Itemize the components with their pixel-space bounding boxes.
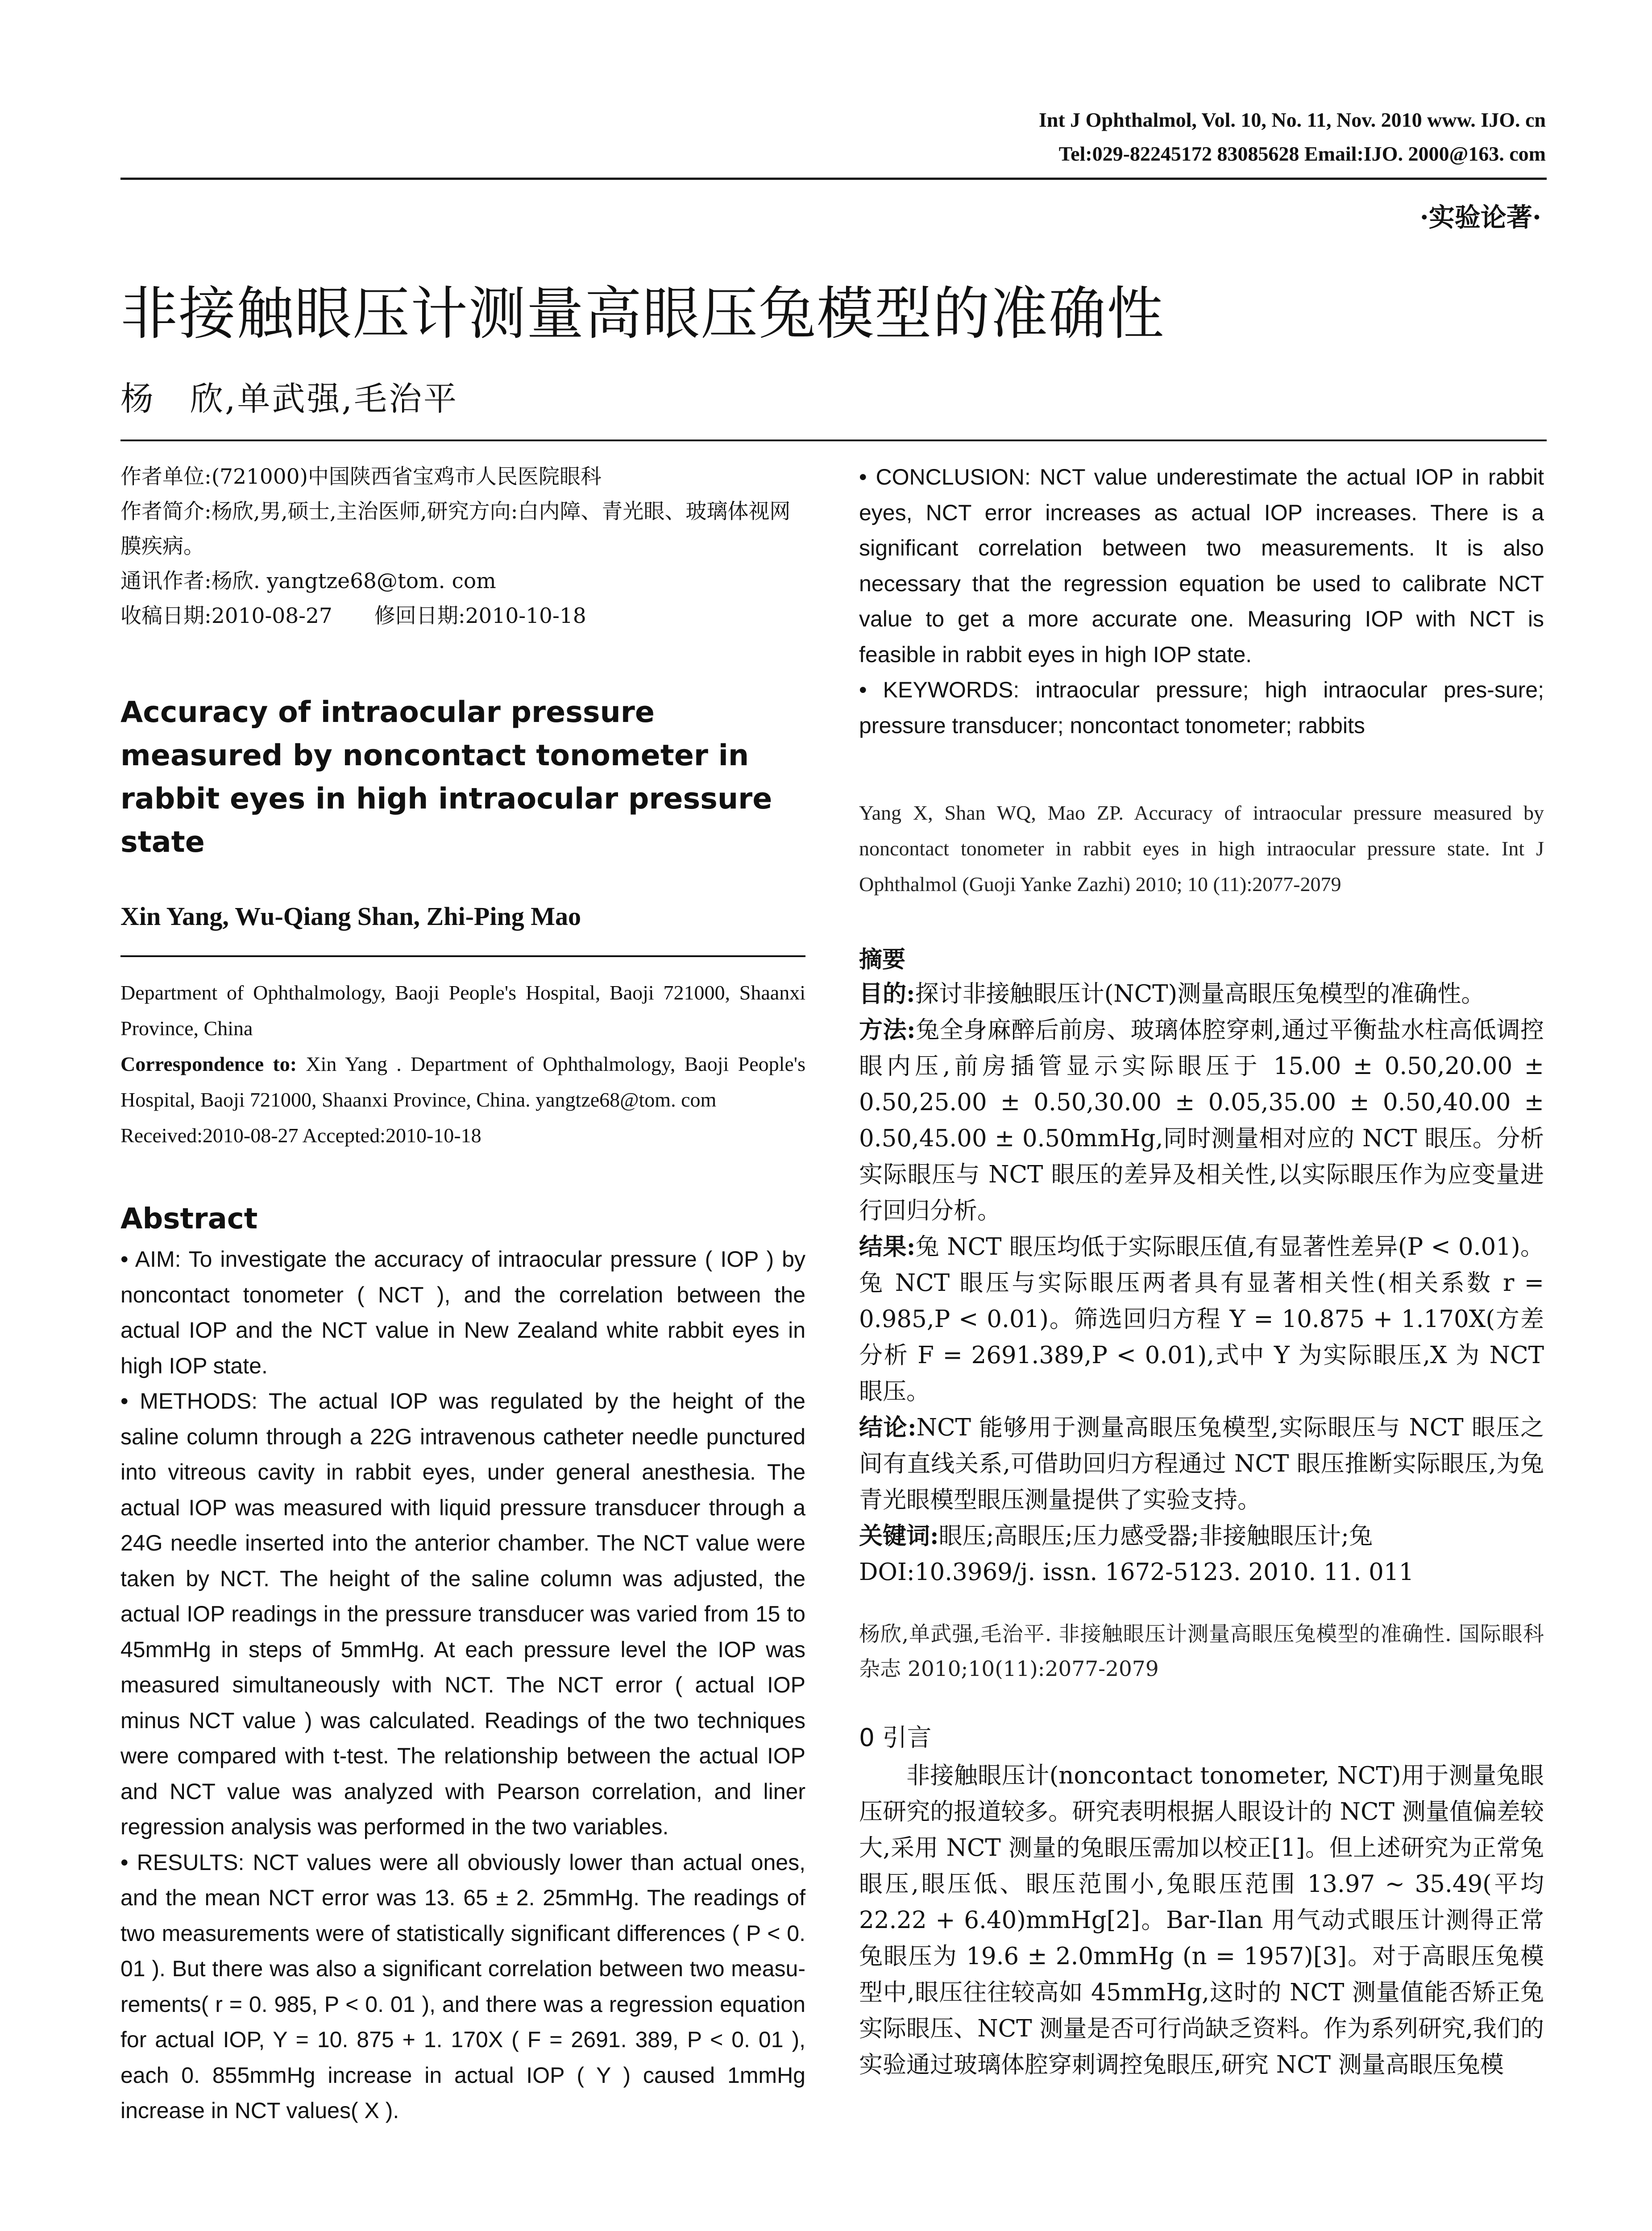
results-text: NCT values were all obviously lower than actual ones, and the mean NCT error was 13. 65 ± 2. 25mmHg. The readings of two measurements were of statistically significant differences ( P < 0. 01 ). But there was also a significant correlation between two measu-rements( r = 0. 985, P < 0. 01 ), and there was a regression equation for actual IOP, Y = 10. 875 + 1. 170X ( F = 2691. 389, P < 0. 01 ), each 0. 855mmHg increase in actual IOP ( Y ) caused 1mmHg increase in NCT values( X ). <box>120 1849 805 2123</box>
results-cn-text: 兔 NCT 眼压均低于实际眼压值,有显著性差异(P < 0.01)。兔 NCT 眼压与实际眼压两者具有显著相关性(相关系数 r = 0.985,P < 0.01)。筛选回归方程 Y = 10.875 + 1.170X(方差分析 F = 2691.389,P < 0.01),式中 Y 为实际眼压,X 为 NCT 眼压。 <box>859 1233 1544 1405</box>
abstract-conclusion <box>859 460 1544 672</box>
abstract-cn-keywords <box>859 1518 1544 1554</box>
aim-cn-label: 目的: <box>859 980 915 1008</box>
authors-divider <box>120 955 805 957</box>
conclusion-label: • CONCLUSION: <box>859 464 1031 489</box>
title-cn: 非接触眼压计测量高眼压兔模型的准确性 <box>120 281 1165 347</box>
abstract-cn-aim <box>859 976 1544 1012</box>
title-rule <box>120 440 1547 441</box>
corresponding-author: 通讯作者:杨欣. yangtze68@tom. com <box>120 569 496 593</box>
methods-label: • METHODS: <box>120 1389 258 1414</box>
keywords-text: intraocular pressure; high intraocular pres-sure; pressure transducer; noncontact tonometer; rabbits <box>859 677 1544 738</box>
abstract-cn-conclusion <box>859 1410 1544 1518</box>
authors-cn: 杨 欣,单武强,毛治平 <box>120 380 459 418</box>
keywords-cn-label: 关键词: <box>859 1522 939 1550</box>
author-bio: 作者简介:杨欣,男,硕士,主治医师,研究方向:白内障、青光眼、玻璃体视网膜疾病。 <box>120 499 791 559</box>
citation-cn: 杨欣,单武强,毛治平. 非接触眼压计测量高眼压兔模型的准确性. 国际眼科杂志 2010;10(11):2077-2079 <box>859 1622 1544 1681</box>
abstract-heading: Abstract <box>120 1203 258 1236</box>
affiliation-en <box>120 975 805 1153</box>
methods-cn-label: 方法: <box>859 1016 916 1044</box>
abstract-body-continued <box>859 460 1544 743</box>
intro-paragraph: 非接触眼压计(noncontact tonometer, NCT)用于测量兔眼压研究的报道较多。研究表明根据人眼设计的 NCT 测量值偏差较大,采用 NCT 测量的兔眼压需加以校正[1]。但上述研究为正常兔眼压,眼压低、眼压范围小,兔眼压范围 13.97 ~ 35.49(平均 22.22 + 6.40)mmHg[2]。Bar-Ilan 用气动式眼压计测得正常兔眼压为 19.6 ± 2.0mmHg (n = 1957)[3]。对于高眼压兔模型中,眼压往往较高如 45mmHg,这时的 NCT 测量值能否矫正兔实际眼压、NCT 测量是否可行尚缺乏资料。作为系列研究,我们的实验通过玻璃体腔穿刺调控兔眼压,研究 NCT 测量高眼压兔模 <box>859 1762 1544 2078</box>
introduction <box>859 1758 1544 2083</box>
abstract-cn-results <box>859 1229 1544 1410</box>
abstract-body <box>120 1242 805 2129</box>
received-dates-en: Received:2010-08-27 Accepted:2010-10-18 <box>120 1124 481 1147</box>
abstract-cn-methods <box>859 1012 1544 1229</box>
abstract-cn <box>859 976 1544 1590</box>
keywords-label: • KEYWORDS: <box>859 677 1020 702</box>
correspondence <box>120 1046 805 1118</box>
conclusion-text: NCT value underestimate the actual IOP in rabbit eyes, NCT error increases as actual IOP increases. There is a significant correlation between two measurements. It is also necessary that the regression equation be used to calibrate NCT value to get a more accurate one. Measuring IOP with NCT is feasible in rabbit eyes in high IOP state. <box>859 464 1544 667</box>
results-label: • RESULTS: <box>120 1849 245 1875</box>
conclusion-cn-label: 结论: <box>859 1414 917 1441</box>
received-dates-cn: 收稿日期:2010-08-27 修回日期:2010-10-18 <box>120 604 586 628</box>
correspondence-text: Xin Yang . Department of Ophthalmology, Baoji People's Hospital, Baoji 721000, Shaanxi Province, China. yangtze68@tom. com <box>120 1053 805 1111</box>
department: Department of Ophthalmology, Baoji People's Hospital, Baoji 721000, Shaanxi Province, China <box>120 981 805 1040</box>
author-unit: 作者单位:(721000)中国陕西省宝鸡市人民医院眼科 <box>120 464 602 489</box>
abstract-keywords <box>859 672 1544 743</box>
journal-header-line1: Int J Ophthalmol, Vol. 10, No. 11, Nov. 2010 www. IJO. cn <box>1038 108 1546 131</box>
methods-text: The actual IOP was regulated by the height of the saline column through a 22G intravenous catheter needle punctured into vitreous cavity in rabbit eyes, under general anesthesia. The actual IOP was measured with liquid pressure transducer through a 24G needle inserted into the anterior chamber. The NCT value were taken by NCT. The height of the saline column was adjusted, the actual IOP readings in the pressure transducer was varied from 15 to 45mmHg in steps of 5mmHg. At each pressure level the IOP was measured simultaneously with NCT. The NCT error ( actual IOP minus NCT value ) was calculated. Readings of the two techniques were compared with t-test. The relationship between the actual IOP and NCT value was analyzed with Pearson correlation, and liner regression analysis was performed in the two variables. <box>120 1389 805 1839</box>
intro-heading: 0 引言 <box>859 1723 932 1752</box>
aim-label: • AIM: <box>120 1247 181 1272</box>
keywords-cn-text: 眼压;高眼压;压力感受器;非接触眼压计;兔 <box>938 1522 1373 1550</box>
abstract-results <box>120 1845 805 2129</box>
authors-en: Xin Yang, Wu-Qiang Shan, Zhi-Ping Mao <box>120 902 581 931</box>
journal-header-line2: Tel:029-82245172 83085628 Email:IJO. 2000@163. com <box>1058 142 1546 165</box>
results-cn-label: 结果: <box>859 1233 916 1261</box>
citation-en: Yang X, Shan WQ, Mao ZP. Accuracy of intraocular pressure measured by noncontact tonometer in rabbit eyes in high intraocular pressure state. Int J Ophthalmol (Guoji Yanke Zazhi) 2010; 10 (11):2077-2079 <box>859 801 1544 896</box>
correspondence-label: Correspondence to: <box>120 1053 297 1075</box>
abstract-methods <box>120 1384 805 1845</box>
doi: DOI:10.3969/j. issn. 1672-5123. 2010. 11. 011 <box>859 1559 1414 1586</box>
aim-cn-text: 探讨非接触眼压计(NCT)测量高眼压兔模型的准确性。 <box>915 980 1485 1008</box>
aim-text: To investigate the accuracy of intraocular pressure ( IOP ) by noncontact tonometer ( NCT ), and the correlation between the actual IOP and the NCT value in New Zealand white rabbit eyes in high IOP state. <box>120 1247 805 1378</box>
right-column <box>859 460 1544 2083</box>
author-info-cn <box>120 460 805 634</box>
abstract-cn-heading: 摘要 <box>859 946 906 973</box>
left-column <box>120 460 805 2129</box>
abstract-aim <box>120 1242 805 1384</box>
header-rule <box>120 178 1547 180</box>
conclusion-cn-text: NCT 能够用于测量高眼压兔模型,实际眼压与 NCT 眼压之间有直线关系,可借助回归方程通过 NCT 眼压推断实际眼压,为兔青光眼模型眼压测量提供了实验支持。 <box>859 1414 1544 1514</box>
methods-cn-text: 兔全身麻醉后前房、玻璃体腔穿刺,通过平衡盐水柱高低调控眼内压,前房插管显示实际眼压于 15.00 ± 0.50,20.00 ± 0.50,25.00 ± 0.50,30.00 ± 0.05,35.00 ± 0.50,40.00 ± 0.50,45.00 ± 0.50mmHg,同时测量相对应的 NCT 眼压。分析实际眼压与 NCT 眼压的差异及相关性,以实际眼压作为应变量进行回归分析。 <box>859 1016 1544 1224</box>
title-en: Accuracy of intraocular pressure measured by noncontact tonometer in rabbit eyes in high intraocular pressure state <box>120 696 772 859</box>
section-tag: ·实验论著· <box>1420 202 1541 232</box>
